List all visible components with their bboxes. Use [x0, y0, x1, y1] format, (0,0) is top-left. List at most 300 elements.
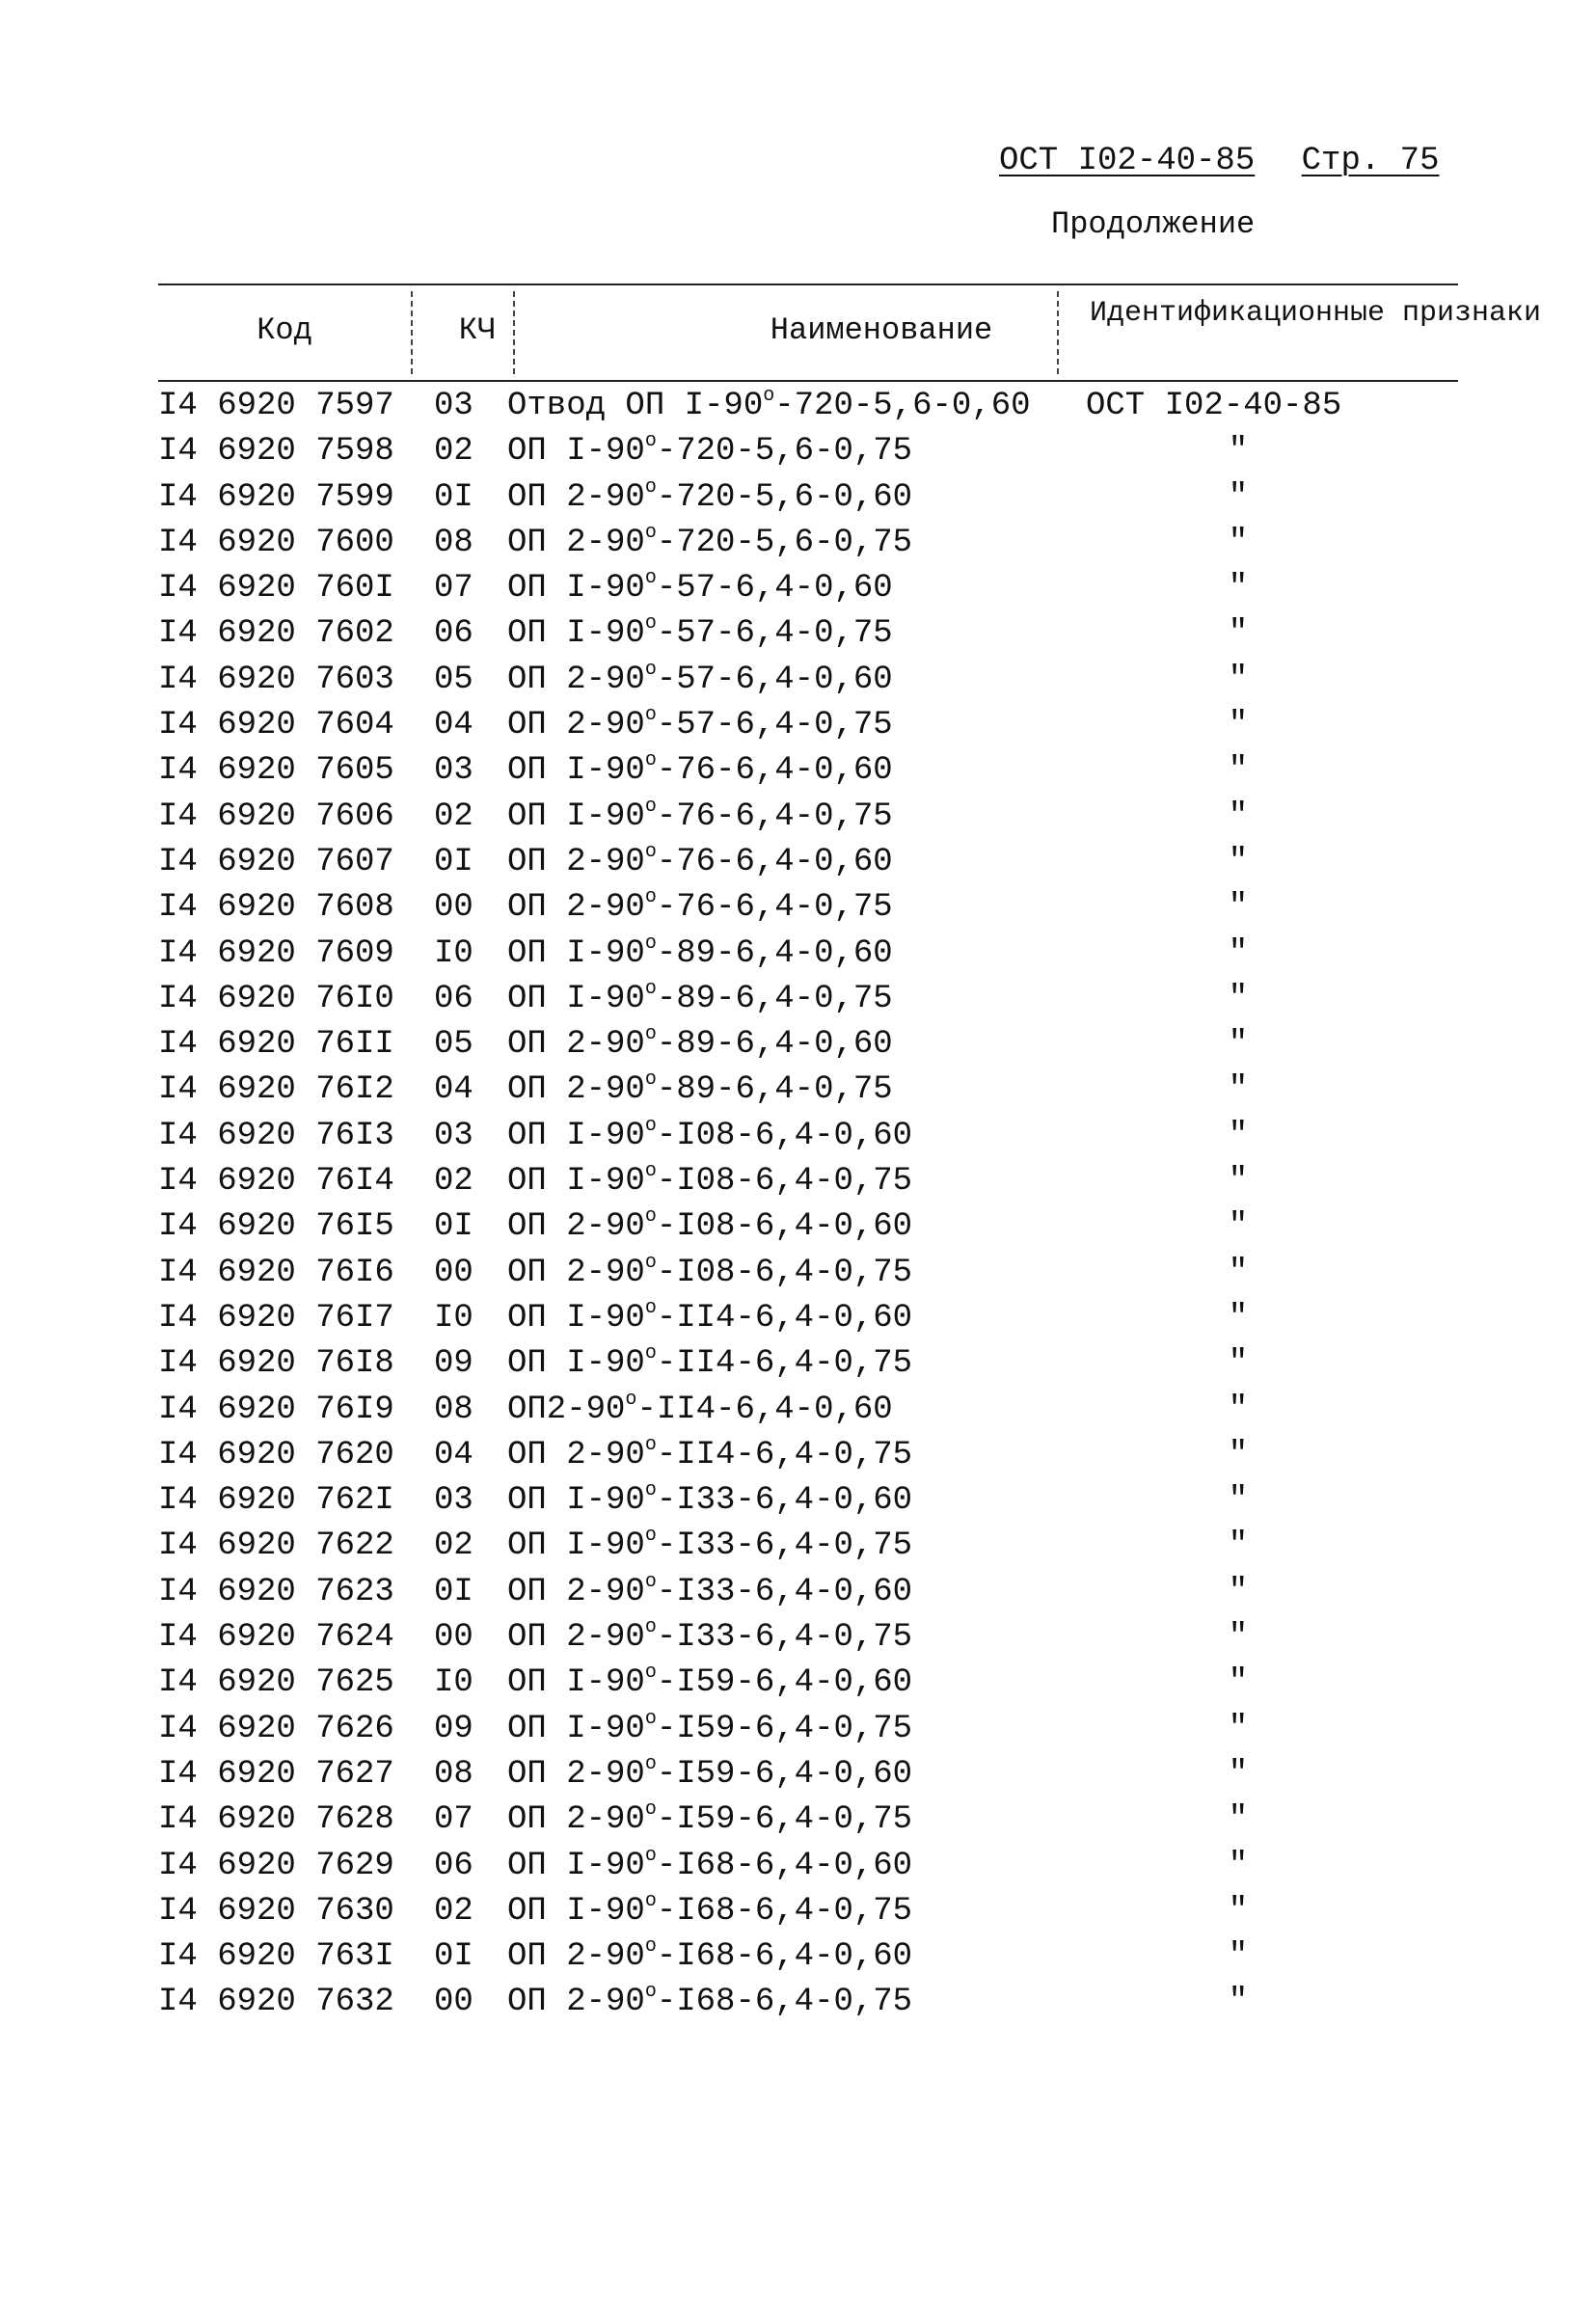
- cell-code: I4 6920 7598: [158, 433, 394, 471]
- cell-kch: I0: [434, 1664, 473, 1702]
- name-suffix: -76-6,4-0,60: [656, 752, 893, 790]
- degree-mark: o: [644, 475, 657, 499]
- degree-mark: o: [644, 1981, 657, 2004]
- ditto-mark: ": [1228, 1801, 1249, 1839]
- name-prefix: ОП I-90: [507, 1664, 645, 1702]
- degree-mark: o: [644, 1251, 657, 1274]
- table-row: [158, 840, 1458, 885]
- cell-name: [507, 1341, 1086, 1387]
- cell-kch: 09: [434, 1710, 473, 1747]
- cell-name: [507, 475, 1086, 521]
- cell-kch: 04: [434, 707, 473, 744]
- name-prefix: ОП 2-90: [507, 661, 645, 698]
- name-suffix: -76-6,4-0,75: [656, 889, 893, 927]
- cell-code: I4 6920 76I0: [158, 980, 394, 1017]
- cell-name: [507, 1067, 1086, 1113]
- cell-kch: 03: [434, 1482, 473, 1520]
- ditto-mark: ": [1228, 1391, 1249, 1428]
- table-row: [158, 429, 1458, 474]
- table-row: [158, 1980, 1458, 2025]
- cell-kch: 08: [434, 1391, 473, 1428]
- column-separator: [411, 291, 413, 374]
- cell-code: I4 6920 76I5: [158, 1208, 394, 1246]
- cell-code: I4 6920 76I4: [158, 1163, 394, 1201]
- cell-name: [507, 1980, 1086, 2025]
- cell-code: I4 6920 7597: [158, 388, 394, 424]
- table-row: [158, 1478, 1458, 1524]
- name-suffix: -I33-6,4-0,75: [656, 1619, 913, 1657]
- cell-kch: 06: [434, 1847, 473, 1884]
- name-suffix: -II4-6,4-0,75: [656, 1345, 913, 1383]
- table-row: [158, 566, 1458, 611]
- ditto-mark: ": [1228, 1299, 1249, 1337]
- table-row: [158, 885, 1458, 931]
- table-row: [158, 1889, 1458, 1934]
- cell-code: I4 6920 7627: [158, 1755, 394, 1793]
- degree-mark: o: [644, 1798, 657, 1822]
- table-row: [158, 1433, 1458, 1478]
- cell-kch: 07: [434, 570, 473, 608]
- name-prefix: ОП 2-90: [507, 843, 645, 880]
- cell-name: [507, 1889, 1086, 1934]
- cell-kch: 08: [434, 524, 473, 561]
- cell-kch: 02: [434, 1527, 473, 1565]
- cell-code: I4 6920 76I8: [158, 1345, 394, 1383]
- ditto-mark: ": [1228, 570, 1249, 608]
- column-header-kch: КЧ: [458, 312, 497, 348]
- cell-code: I4 6920 7606: [158, 797, 394, 835]
- cell-name: [507, 1388, 1086, 1433]
- name-suffix: -I68-6,4-0,60: [656, 1847, 913, 1884]
- cell-kch: 0I: [434, 843, 473, 880]
- cell-name: [507, 1296, 1086, 1341]
- degree-mark: o: [644, 1479, 657, 1502]
- degree-mark: o: [644, 932, 657, 955]
- ditto-mark: ": [1228, 1163, 1249, 1201]
- name-suffix: -57-6,4-0,75: [656, 615, 893, 653]
- name-suffix: -I08-6,4-0,75: [656, 1254, 913, 1291]
- cell-kch: 06: [434, 980, 473, 1017]
- ditto-mark: ": [1228, 1938, 1249, 1976]
- cell-code: I4 6920 7622: [158, 1527, 394, 1565]
- cell-kch: 00: [434, 1619, 473, 1657]
- cell-name: [507, 1661, 1086, 1706]
- name-suffix: -I33-6,4-0,60: [656, 1482, 913, 1520]
- column-separator: [1057, 291, 1059, 374]
- name-prefix: ОП 2-90: [507, 524, 645, 561]
- name-prefix: ОП 2-90: [507, 1619, 645, 1657]
- cell-code: I4 6920 7609: [158, 934, 394, 972]
- cell-kch: 00: [434, 889, 473, 927]
- ditto-mark: ": [1228, 1436, 1249, 1473]
- name-suffix: -I08-6,4-0,60: [656, 1208, 913, 1246]
- cell-code: I4 6920 7623: [158, 1573, 394, 1610]
- degree-mark: o: [644, 1707, 657, 1730]
- degree-mark: o: [644, 1570, 657, 1593]
- name-prefix: ОП 2-90: [507, 1755, 645, 1793]
- cell-kch: 02: [434, 433, 473, 471]
- name-suffix: -I68-6,4-0,75: [656, 1984, 913, 2021]
- cell-kch: 00: [434, 1984, 473, 2021]
- cell-code: I4 6920 7603: [158, 661, 394, 698]
- cell-code: I4 6920 76I7: [158, 1299, 394, 1337]
- table-row: [158, 1707, 1458, 1752]
- cell-name: [507, 658, 1086, 703]
- cell-kch: 05: [434, 1026, 473, 1064]
- name-prefix: ОП I-90: [507, 1892, 645, 1930]
- cell-name: [507, 611, 1086, 657]
- ditto-mark: ": [1228, 1710, 1249, 1747]
- cell-code: I4 6920 760I: [158, 570, 394, 608]
- degree-mark: o: [644, 977, 657, 1000]
- table-row: [158, 1661, 1458, 1706]
- cell-name: [507, 1524, 1086, 1569]
- cell-name: [507, 1934, 1086, 1980]
- degree-mark: o: [644, 749, 657, 772]
- table-row: [158, 475, 1458, 521]
- degree-mark: o: [644, 430, 657, 453]
- table-header-rule: [158, 380, 1458, 382]
- name-prefix: ОП I-90: [507, 752, 645, 790]
- ditto-mark: ": [1228, 661, 1249, 698]
- ditto-mark: ": [1228, 934, 1249, 972]
- cell-name: [507, 840, 1086, 885]
- cell-kch: 0I: [434, 478, 473, 516]
- ditto-mark: ": [1228, 433, 1249, 471]
- cell-code: I4 6920 7630: [158, 1892, 394, 1930]
- cell-code: I4 6920 76I9: [158, 1391, 394, 1428]
- table-row: [158, 1296, 1458, 1341]
- cell-name: [507, 566, 1086, 611]
- name-prefix: ОП I-90: [507, 1299, 645, 1337]
- cell-name: [507, 1615, 1086, 1661]
- table-row: [158, 1388, 1458, 1433]
- ditto-mark: ": [1228, 1482, 1249, 1520]
- cell-kch: 02: [434, 797, 473, 835]
- degree-mark: o: [625, 1388, 637, 1411]
- cell-code: I4 6920 7604: [158, 707, 394, 744]
- ditto-mark: ": [1228, 1984, 1249, 2021]
- cell-kch: 02: [434, 1163, 473, 1201]
- name-suffix: -I68-6,4-0,75: [656, 1892, 913, 1930]
- table-row: [158, 1204, 1458, 1250]
- name-prefix: ОП 2-90: [507, 1254, 645, 1291]
- name-suffix: -720-5,6-0,75: [656, 524, 913, 561]
- table-row: [158, 658, 1458, 703]
- name-suffix: -I59-6,4-0,60: [656, 1755, 913, 1793]
- name-prefix: ОП 2-90: [507, 1573, 645, 1610]
- cell-code: I4 6920 7605: [158, 752, 394, 790]
- cell-name: [507, 429, 1086, 474]
- name-suffix: -I59-6,4-0,75: [656, 1801, 913, 1839]
- cell-name: [507, 1204, 1086, 1250]
- cell-name: [507, 1707, 1086, 1752]
- cell-kch: 06: [434, 615, 473, 653]
- cell-kch: 02: [434, 1892, 473, 1930]
- name-suffix: -57-6,4-0,60: [656, 570, 893, 608]
- degree-mark: o: [644, 1616, 657, 1639]
- name-suffix: -II4-6,4-0,75: [656, 1436, 913, 1473]
- name-prefix: ОП 2-90: [507, 1984, 645, 2021]
- ditto-mark: ": [1228, 1755, 1249, 1793]
- table-row: [158, 521, 1458, 566]
- ditto-mark: ": [1228, 752, 1249, 790]
- ditto-mark: ": [1228, 1847, 1249, 1884]
- degree-mark: o: [644, 567, 657, 590]
- cell-code: I4 6920 7632: [158, 1984, 394, 2021]
- table-row: [158, 932, 1458, 977]
- table-row: [158, 1114, 1458, 1159]
- cell-code: I4 6920 7629: [158, 1847, 394, 1884]
- degree-mark: o: [644, 886, 657, 909]
- name-prefix: ОП 2-90: [507, 1436, 645, 1473]
- cell-kch: 08: [434, 1755, 473, 1793]
- name-prefix: Отвод ОП I-90: [507, 388, 764, 424]
- cell-name: [507, 1797, 1086, 1843]
- cell-kch: 04: [434, 1436, 473, 1473]
- cell-name: [507, 1022, 1086, 1067]
- name-suffix: -89-6,4-0,75: [656, 980, 893, 1017]
- cell-name: [507, 1570, 1086, 1615]
- ditto-mark: ": [1228, 1026, 1249, 1064]
- ditto-mark: ": [1228, 1117, 1249, 1154]
- ditto-mark: ": [1228, 1619, 1249, 1657]
- degree-mark: o: [644, 1662, 657, 1685]
- cell-kch: 00: [434, 1254, 473, 1291]
- cell-code: I4 6920 7620: [158, 1436, 394, 1473]
- column-header-code: Код: [257, 312, 312, 348]
- table-row: [158, 611, 1458, 657]
- cell-kch: 09: [434, 1345, 473, 1383]
- cell-name: [507, 795, 1086, 840]
- degree-mark: o: [763, 385, 775, 407]
- name-suffix: -I59-6,4-0,60: [656, 1664, 913, 1702]
- degree-mark: o: [644, 658, 657, 681]
- cell-code: I4 6920 76I2: [158, 1071, 394, 1109]
- cell-code: I4 6920 76I6: [158, 1254, 394, 1291]
- ditto-mark: ": [1228, 1573, 1249, 1610]
- cell-name: [507, 384, 1086, 429]
- table-row: [158, 1797, 1458, 1843]
- degree-mark: o: [644, 1114, 657, 1137]
- name-prefix: ОП I-90: [507, 615, 645, 653]
- degree-mark: o: [644, 1889, 657, 1912]
- table-row: [158, 1067, 1458, 1113]
- cell-name: [507, 977, 1086, 1022]
- cell-code: I4 6920 7625: [158, 1664, 394, 1702]
- name-prefix: ОП I-90: [507, 1482, 645, 1520]
- table-row: [158, 1524, 1458, 1569]
- name-prefix: ОП I-90: [507, 433, 645, 471]
- name-prefix: ОП I-90: [507, 1117, 645, 1154]
- name-prefix: ОП I-90: [507, 570, 645, 608]
- ditto-mark: ": [1228, 843, 1249, 880]
- ditto-mark: ": [1228, 524, 1249, 561]
- name-suffix: -II4-6,4-0,60: [636, 1391, 893, 1428]
- name-suffix: -89-6,4-0,60: [656, 934, 893, 972]
- table-row: [158, 1341, 1458, 1387]
- name-prefix: ОП I-90: [507, 1527, 645, 1565]
- cell-code: I4 6920 7600: [158, 524, 394, 561]
- name-prefix: ОП 2-90: [507, 1071, 645, 1109]
- name-prefix: ОП 2-90: [507, 478, 645, 516]
- column-header-ident: Идентификационные признаки: [1089, 297, 1542, 330]
- name-prefix: ОП I-90: [507, 980, 645, 1017]
- name-suffix: -89-6,4-0,75: [656, 1071, 893, 1109]
- cell-kch: 05: [434, 661, 473, 698]
- ditto-mark: ": [1228, 1071, 1249, 1109]
- cell-name: [507, 932, 1086, 977]
- cell-name: [507, 521, 1086, 566]
- name-suffix: -I33-6,4-0,60: [656, 1573, 913, 1610]
- name-suffix: -I08-6,4-0,75: [656, 1163, 913, 1201]
- cell-kch: 03: [434, 1117, 473, 1154]
- name-prefix: ОП 2-90: [507, 1208, 645, 1246]
- degree-mark: o: [644, 1160, 657, 1183]
- cell-ident: ОСТ I02-40-85: [1086, 388, 1342, 424]
- degree-mark: o: [644, 1296, 657, 1319]
- cell-code: I4 6920 7628: [158, 1801, 394, 1839]
- cell-code: I4 6920 762I: [158, 1482, 394, 1520]
- table-row: [158, 748, 1458, 794]
- cell-kch: I0: [434, 1299, 473, 1337]
- cell-name: [507, 885, 1086, 931]
- degree-mark: o: [644, 1752, 657, 1775]
- name-suffix: -I59-6,4-0,75: [656, 1710, 913, 1747]
- degree-mark: o: [644, 1525, 657, 1548]
- ditto-mark: ": [1228, 707, 1249, 744]
- degree-mark: o: [644, 1844, 657, 1867]
- cell-name: [507, 1752, 1086, 1797]
- degree-mark: o: [644, 1342, 657, 1365]
- name-prefix: ОП 2-90: [507, 707, 645, 744]
- name-suffix: -57-6,4-0,60: [656, 661, 893, 698]
- name-suffix: -I68-6,4-0,60: [656, 1938, 913, 1976]
- table-row: [158, 384, 1458, 429]
- ditto-mark: ": [1228, 1208, 1249, 1246]
- degree-mark: o: [644, 1205, 657, 1229]
- cell-kch: 0I: [434, 1573, 473, 1610]
- cell-kch: I0: [434, 934, 473, 972]
- name-prefix: ОП I-90: [507, 797, 645, 835]
- name-suffix: -76-6,4-0,60: [656, 843, 893, 880]
- name-suffix: -89-6,4-0,60: [656, 1026, 893, 1064]
- name-suffix: -I08-6,4-0,60: [656, 1117, 913, 1154]
- column-header-name: Наименование: [770, 312, 993, 348]
- table-header: [158, 284, 1542, 380]
- cell-name: [507, 748, 1086, 794]
- cell-code: I4 6920 7599: [158, 478, 394, 516]
- ditto-mark: ": [1228, 889, 1249, 927]
- name-suffix: -57-6,4-0,75: [656, 707, 893, 744]
- table-row: [158, 1752, 1458, 1797]
- degree-mark: o: [644, 612, 657, 635]
- cell-kch: 03: [434, 388, 473, 424]
- name-suffix: -76-6,4-0,75: [656, 797, 893, 835]
- degree-mark: o: [644, 795, 657, 818]
- cell-kch: 0I: [434, 1208, 473, 1246]
- cell-name: [507, 1844, 1086, 1889]
- table-row: [158, 1844, 1458, 1889]
- cell-code: I4 6920 763I: [158, 1938, 394, 1976]
- name-prefix: ОП 2-90: [507, 1026, 645, 1064]
- cell-kch: 04: [434, 1071, 473, 1109]
- ditto-mark: ": [1228, 1345, 1249, 1383]
- table-row: [158, 1251, 1458, 1296]
- name-prefix: ОП I-90: [507, 1345, 645, 1383]
- name-suffix: -720-5,6-0,75: [656, 433, 913, 471]
- ditto-mark: ": [1228, 1527, 1249, 1565]
- ditto-mark: ": [1228, 1892, 1249, 1930]
- cell-code: I4 6920 7608: [158, 889, 394, 927]
- name-prefix: ОП 2-90: [507, 1938, 645, 1976]
- name-suffix: -I33-6,4-0,75: [656, 1527, 913, 1565]
- degree-mark: o: [644, 1935, 657, 1959]
- cell-name: [507, 1433, 1086, 1478]
- name-suffix: -720-5,6-0,60: [656, 478, 913, 516]
- degree-mark: o: [644, 704, 657, 727]
- ditto-mark: ": [1228, 1254, 1249, 1291]
- standard-number: ОСТ I02-40-85: [999, 143, 1256, 179]
- ditto-mark: ": [1228, 1664, 1249, 1702]
- degree-mark: o: [644, 521, 657, 544]
- cell-name: [507, 703, 1086, 748]
- ditto-mark: ": [1228, 980, 1249, 1017]
- name-prefix: ОП 2-90: [507, 889, 645, 927]
- table-row: [158, 1934, 1458, 1980]
- table-row: [158, 1022, 1458, 1067]
- cell-kch: 07: [434, 1801, 473, 1839]
- table-row: [158, 1159, 1458, 1204]
- page-header: [999, 143, 1439, 179]
- cell-code: I4 6920 7602: [158, 615, 394, 653]
- table-body: [158, 384, 1458, 2026]
- name-prefix: ОП2-90: [507, 1391, 626, 1428]
- cell-kch: 03: [434, 752, 473, 790]
- name-suffix: -720-5,6-0,60: [774, 388, 1031, 424]
- degree-mark: o: [644, 1068, 657, 1092]
- name-prefix: ОП I-90: [507, 1163, 645, 1201]
- name-prefix: ОП I-90: [507, 934, 645, 972]
- cell-code: I4 6920 7624: [158, 1619, 394, 1657]
- ditto-mark: ": [1228, 478, 1249, 516]
- table-row: [158, 1615, 1458, 1661]
- continuation-label: Продолжение: [1051, 206, 1256, 242]
- name-prefix: ОП 2-90: [507, 1801, 645, 1839]
- degree-mark: o: [644, 1023, 657, 1046]
- cell-code: I4 6920 76II: [158, 1026, 394, 1064]
- degree-mark: o: [644, 1433, 657, 1456]
- cell-code: I4 6920 7626: [158, 1710, 394, 1747]
- cell-kch: 0I: [434, 1938, 473, 1976]
- cell-code: I4 6920 7607: [158, 843, 394, 880]
- column-separator: [513, 291, 515, 374]
- ditto-mark: ": [1228, 797, 1249, 835]
- cell-name: [507, 1114, 1086, 1159]
- degree-mark: o: [644, 840, 657, 863]
- table-row: [158, 1570, 1458, 1615]
- table-row: [158, 977, 1458, 1022]
- ditto-mark: ": [1228, 615, 1249, 653]
- name-prefix: ОП I-90: [507, 1710, 645, 1747]
- cell-name: [507, 1159, 1086, 1204]
- table-row: [158, 795, 1458, 840]
- cell-name: [507, 1478, 1086, 1524]
- cell-code: I4 6920 76I3: [158, 1117, 394, 1154]
- cell-name: [507, 1251, 1086, 1296]
- table-row: [158, 703, 1458, 748]
- name-prefix: ОП I-90: [507, 1847, 645, 1884]
